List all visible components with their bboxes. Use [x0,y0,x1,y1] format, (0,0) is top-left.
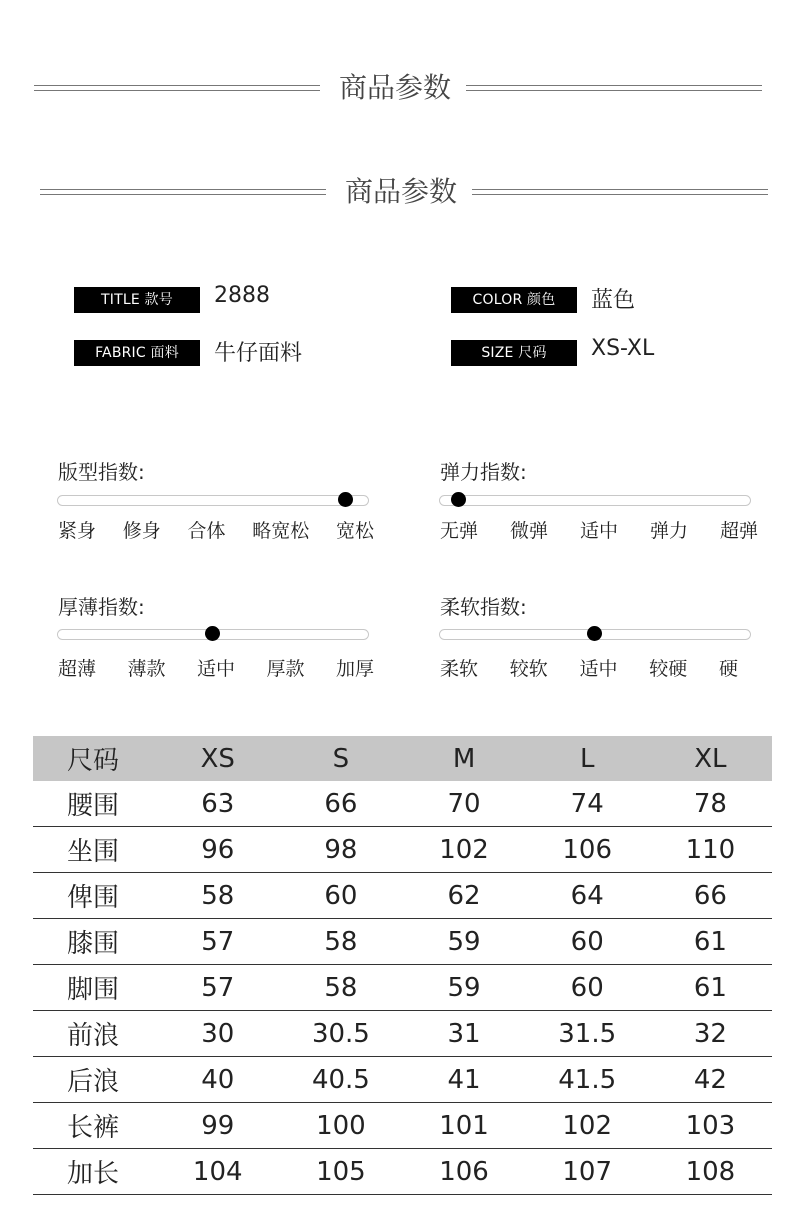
index-knob [587,626,602,641]
index-option: 较软 [509,658,548,680]
index-option: 厚款 [266,658,305,680]
table-cell: 60 [526,919,649,965]
row-label: 腰围 [33,781,156,827]
index-option: 超弹 [719,520,758,542]
section-heading-text: 商品参数 [338,71,451,104]
table-cell: 101 [402,1103,525,1149]
table-cell: 41 [402,1057,525,1103]
index-knob [338,492,353,507]
table-cell: 106 [526,827,649,873]
table-cell: 32 [649,1011,772,1057]
index-option: 宽松 [335,520,374,542]
index-option: 合体 [187,520,226,542]
table-cell: 60 [279,873,402,919]
table-cell: 58 [279,919,402,965]
column-header: 尺码 [33,736,156,781]
column-header: M [402,736,525,781]
param-value: 2888 [214,283,270,308]
row-label: 坐围 [33,827,156,873]
param-label: COLOR 颜色 [451,287,577,313]
section-heading-text: 商品参数 [344,175,457,208]
index-option: 适中 [196,658,235,680]
table-cell: 57 [156,965,279,1011]
index-scale [440,516,758,543]
table-cell: 102 [526,1103,649,1149]
table-cell: 100 [279,1103,402,1149]
table-cell: 110 [649,827,772,873]
index-knob [451,492,466,507]
param-value: 牛仔面料 [214,341,303,366]
table-cell: 41.5 [526,1057,649,1103]
table-row [33,1011,772,1057]
table-row [33,919,772,965]
index-option: 较硬 [649,658,688,680]
section-heading-1 [0,68,790,108]
index-option: 修身 [122,520,161,542]
table-cell: 60 [526,965,649,1011]
table-cell: 31 [402,1011,525,1057]
index-scale [58,516,374,543]
index-scale [58,654,374,681]
table-cell: 30 [156,1011,279,1057]
column-header: XS [156,736,279,781]
table-cell: 58 [156,873,279,919]
row-label: 加长 [33,1149,156,1195]
index-option: 适中 [579,520,618,542]
table-header-row [33,736,772,781]
index-track [57,495,369,506]
param-label: SIZE 尺码 [451,340,577,366]
index-option: 硬 [718,658,738,680]
table-cell: 96 [156,827,279,873]
table-cell: 70 [402,781,525,827]
table-cell: 105 [279,1149,402,1195]
index-option: 微弹 [509,520,548,542]
row-label: 脚围 [33,965,156,1011]
index-option: 适中 [579,658,618,680]
index-option: 超薄 [58,658,97,680]
table-row [33,965,772,1011]
table-cell: 31.5 [526,1011,649,1057]
table-cell: 61 [649,965,772,1011]
index-track [439,495,751,506]
table-cell: 30.5 [279,1011,402,1057]
index-track [439,629,751,640]
index-option: 无弹 [440,520,479,542]
table-cell: 62 [402,873,525,919]
table-cell: 58 [279,965,402,1011]
table-cell: 103 [649,1103,772,1149]
table-cell: 104 [156,1149,279,1195]
table-cell: 107 [526,1149,649,1195]
table-cell: 57 [156,919,279,965]
index-option: 略宽松 [252,520,310,542]
table-row [33,1057,772,1103]
index-knob [205,626,220,641]
section-heading-2 [0,172,790,212]
row-label: 俾围 [33,873,156,919]
table-cell: 108 [649,1149,772,1195]
table-row [33,781,772,827]
table-cell: 74 [526,781,649,827]
table-cell: 63 [156,781,279,827]
table-row [33,873,772,919]
index-title: 厚薄指数: [58,595,145,619]
size-table [33,736,772,1195]
table-cell: 78 [649,781,772,827]
param-value: XS-XL [591,336,655,361]
table-cell: 102 [402,827,525,873]
index-title: 版型指数: [58,460,145,484]
index-title: 弹力指数: [440,460,527,484]
index-option: 紧身 [58,520,97,542]
row-label: 膝围 [33,919,156,965]
table-cell: 64 [526,873,649,919]
index-scale [440,654,738,681]
row-label: 长裤 [33,1103,156,1149]
param-label: TITLE 款号 [74,287,200,313]
table-cell: 59 [402,919,525,965]
table-cell: 99 [156,1103,279,1149]
index-option: 加厚 [335,658,374,680]
table-cell: 40 [156,1057,279,1103]
table-row [33,1103,772,1149]
index-option: 弹力 [649,520,688,542]
table-cell: 61 [649,919,772,965]
row-label: 后浪 [33,1057,156,1103]
column-header: XL [649,736,772,781]
table-cell: 42 [649,1057,772,1103]
index-track [57,629,369,640]
table-cell: 106 [402,1149,525,1195]
column-header: L [526,736,649,781]
index-option: 薄款 [127,658,166,680]
column-header: S [279,736,402,781]
row-label: 前浪 [33,1011,156,1057]
index-option: 柔软 [440,658,479,680]
table-cell: 66 [649,873,772,919]
param-value: 蓝色 [591,288,636,313]
index-title: 柔软指数: [440,595,527,619]
table-cell: 40.5 [279,1057,402,1103]
param-label: FABRIC 面料 [74,340,200,366]
table-cell: 98 [279,827,402,873]
table-row [33,827,772,873]
table-cell: 59 [402,965,525,1011]
table-row [33,1149,772,1195]
table-cell: 66 [279,781,402,827]
